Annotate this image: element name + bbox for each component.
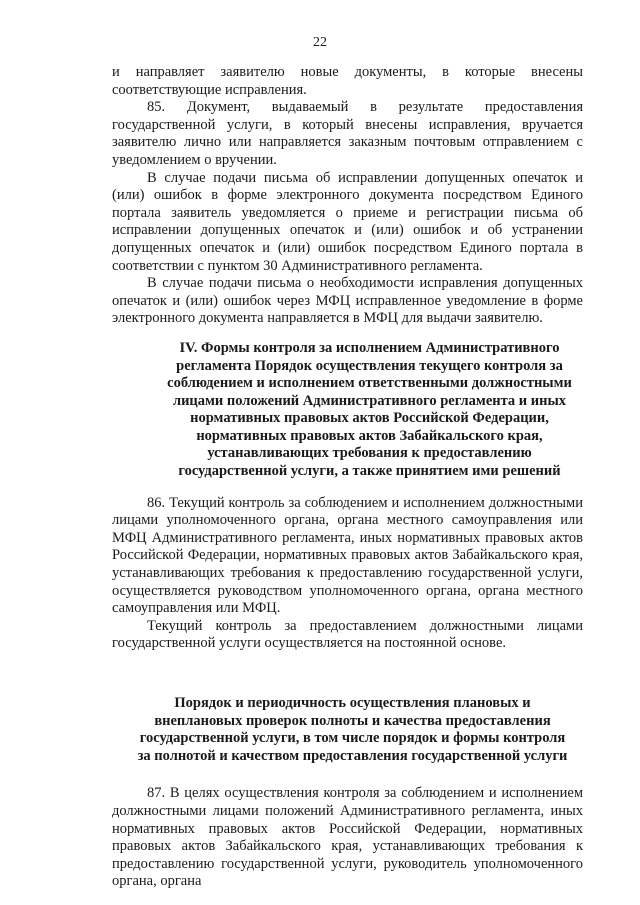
document-body <box>112 64 583 891</box>
section-heading-iv: IV. Формы контроля за исполнением Административного регламента Порядок осуществления текущего контроля за соблюдением и исполнением ответственными должностными лицами положений Административного регламента и иных нормативных правовых актов Российской Федерации, нормативных правовых актов Забайкальского края, устанавливающих требования к предоставлению государственной услуги, а также принятием ими решений <box>167 339 572 480</box>
paragraph-86: 86. Текущий контроль за соблюдением и исполнением должностными лицами уполномоченного органа, органа местного самоуправления или МФЦ Административного регламента, иных нормативных правовых актов Российской Федерации, нормативных правовых актов Забайкальского края, устанавливающих требования к предоставлению государственной услуги, осуществляется руководством уполномоченного органа, органа местного самоуправления или МФЦ. <box>112 494 583 617</box>
paragraph-87: 87. В целях осуществления контроля за соблюдением и исполнением должностными лицами положений Административного регламента, иных нормативных правовых актов Российской Федерации, нормативных правовых актов Забайкальского края, устанавливающих требования к предоставлению государственной услуги, руководитель уполномоченного органа, органа <box>112 785 583 890</box>
page-number: 22 <box>313 35 327 50</box>
paragraph-85-electronic: В случае подачи письма об исправлении допущенных опечаток и (или) ошибок в форме электронного документа посредством Единого портала заявитель уведомляется о приеме и регистрации письма об исправлении допущенных опечаток и (или) ошибок и об устранении допущенных опечаток и (или) ошибок посредством Единого портала в соответствии с пунктом 30 Административного регламента. <box>112 169 583 274</box>
paragraph-continuation: и направляет заявителю новые документы, в которые внесены соответствующие исправления. <box>112 64 583 98</box>
paragraph-85: 85. Документ, выдаваемый в результате предоставления государственной услуги, в который внесены исправления, вручается заявителю лично или направляется заказным почтовым отправлением с уведомлением о вручении. <box>112 99 583 168</box>
paragraph-86-ongoing: Текущий контроль за предоставлением должностными лицами государственной услуги осуществляется на постоянной основе. <box>112 617 583 652</box>
paragraph-85-mfc: В случае подачи письма о необходимости исправления допущенных опечаток и (или) ошибок через МФЦ исправленное уведомление в форме электронного документа направляется в МФЦ для выдачи заявителю. <box>112 275 583 327</box>
subsection-heading-inspections: Порядок и периодичность осуществления плановых и внеплановых проверок полноты и качества предоставления государственной услуги, в том числе порядок и формы контроля за полнотой и качеством предоставления государственной услуги <box>137 695 568 764</box>
